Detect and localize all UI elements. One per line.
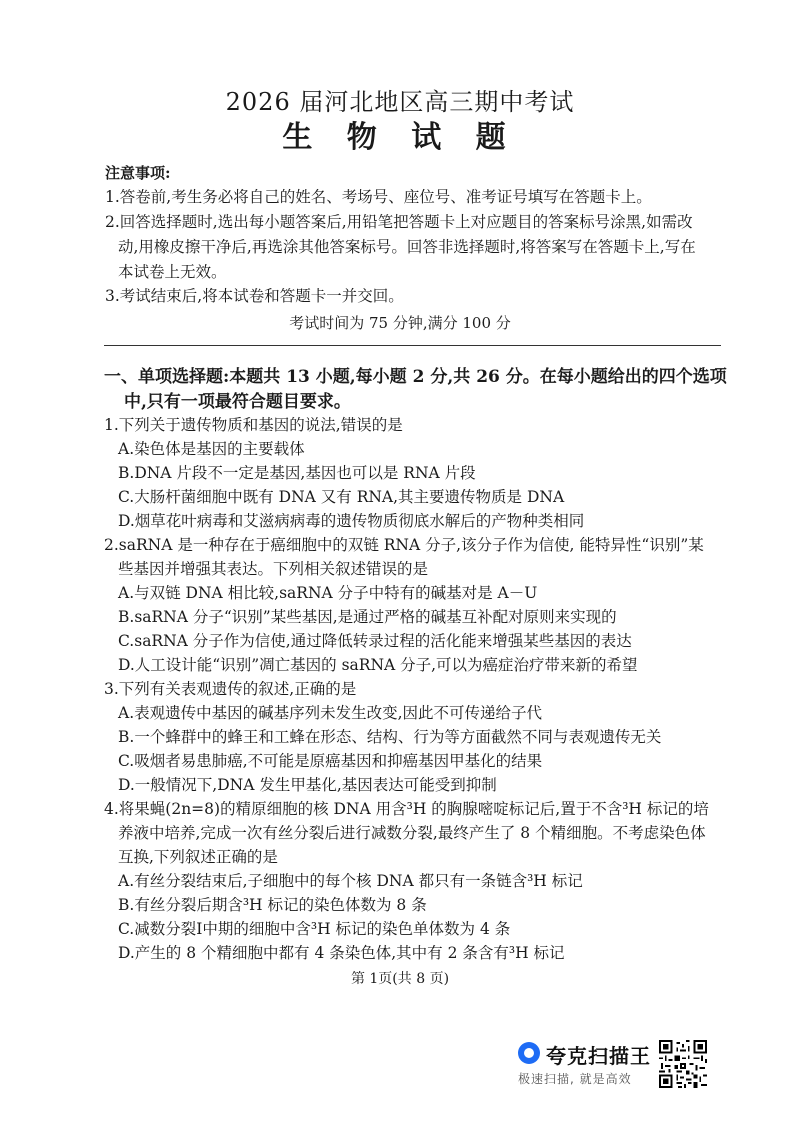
question-4-option-c: C.减数分裂Ⅰ中期的细胞中含³H 标记的染色单体数为 4 条 <box>118 920 511 938</box>
scanner-logo-icon <box>518 1042 540 1064</box>
divider <box>104 345 721 346</box>
subject-title: 生 物 试 题 <box>282 120 518 155</box>
section-heading-cont: 中,只有一项最符合题目要求。 <box>124 392 351 412</box>
question-1-option-c: C.大肠杆菌细胞中既有 DNA 又有 RNA,其主要遗传物质是 DNA <box>118 488 565 506</box>
page-number: 第 1页(共 8 页) <box>350 971 450 987</box>
question-4-option-b: B.有丝分裂后期含³H 标记的染色体数为 8 条 <box>118 896 427 914</box>
note-line: 动,用橡皮擦干净后,再选涂其他答案标号。回答非选择题时,将答案写在答题卡上,写在 <box>118 238 696 256</box>
note-line: 1.答卷前,考生务必将自己的姓名、考场号、座位号、准考证号填写在答题卡上。 <box>105 188 652 206</box>
exam-duration: 考试时间为 75 分钟,满分 100 分 <box>289 314 511 332</box>
question-4-option-a: A.有丝分裂结束后,子细胞中的每个核 DNA 都只有一条链含³H 标记 <box>118 872 583 890</box>
question-1-option-d: D.烟草花叶病毒和艾滋病病毒的遗传物质彻底水解后的产物种类相同 <box>118 512 585 530</box>
scanner-brand: 夸克扫描王 <box>546 1044 651 1068</box>
question-1-stem: 1.下列关于遗传物质和基因的说法,错误的是 <box>104 416 403 434</box>
question-2-option-d: D.人工设计能“识别”凋亡基因的 saRNA 分子,可以为癌症治疗带来新的希望 <box>118 656 638 674</box>
question-3-option-b: B.一个蜂群中的蜂王和工蜂在形态、结构、行为等方面截然不同与表观遗传无关 <box>118 728 662 746</box>
question-1-option-b: B.DNA 片段不一定是基因,基因也可以是 RNA 片段 <box>118 464 476 482</box>
question-2-stem-cont: 些基因并增强其表达。下列相关叙述错误的是 <box>118 560 429 578</box>
question-2-option-b: B.saRNA 分子“识别”某些基因,是通过严格的碱基互补配对原则来实现的 <box>118 608 617 626</box>
section-heading: 一、单项选择题:本题共 13 小题,每小题 2 分,共 26 分。在每小题给出的四个选项 <box>104 367 727 387</box>
question-4-stem: 4.将果蝇(2n=8)的精原细胞的核 DNA 用含³H 的胸腺嘧啶标记后,置于不含³H 标记的培 <box>104 800 709 818</box>
question-2-option-a: A.与双链 DNA 相比较,saRNA 分子中特有的碱基对是 A－U <box>118 584 538 602</box>
note-line: 3.考试结束后,将本试卷和答题卡一并交回。 <box>105 287 404 305</box>
question-1-option-a: A.染色体是基因的主要载体 <box>118 440 305 458</box>
qr-code-icon <box>659 1040 707 1088</box>
question-4-stem-cont: 养液中培养,完成一次有丝分裂后进行减数分裂,最终产生了 8 个精细胞。不考虑染色体 <box>118 824 706 842</box>
question-3-option-d: D.一般情况下,DNA 发生甲基化,基因表达可能受到抑制 <box>118 776 497 794</box>
notes-heading: 注意事项: <box>105 164 171 182</box>
question-3-stem: 3.下列有关表观遗传的叙述,正确的是 <box>104 680 357 698</box>
note-line: 2.回答选择题时,选出每小题答案后,用铅笔把答题卡上对应题目的答案标号涂黑,如需改 <box>105 213 693 231</box>
question-2-option-c: C.saRNA 分子作为信使,通过降低转录过程的活化能来增强某些基因的表达 <box>118 632 632 650</box>
question-3-option-a: A.表观遗传中基因的碱基序列未发生改变,因此不可传递给子代 <box>118 704 543 722</box>
scanner-watermark <box>518 1038 658 1088</box>
note-line: 本试卷上无效。 <box>118 263 227 281</box>
scanner-tagline: 极速扫描, 就是高效 <box>518 1072 632 1086</box>
question-4-option-d: D.产生的 8 个精细胞中都有 4 条染色体,其中有 2 条含有³H 标记 <box>118 944 565 962</box>
question-2-stem: 2.saRNA 是一种存在于癌细胞中的双链 RNA 分子,该分子作为信使, 能特异性“识别”某 <box>104 536 704 554</box>
question-3-option-c: C.吸烟者易患肺癌,不可能是原癌基因和抑癌基因甲基化的结果 <box>118 752 543 770</box>
question-4-stem-cont: 互换,下列叙述正确的是 <box>118 848 278 866</box>
exam-title: 2026 届河北地区高三期中考试 <box>225 88 575 116</box>
